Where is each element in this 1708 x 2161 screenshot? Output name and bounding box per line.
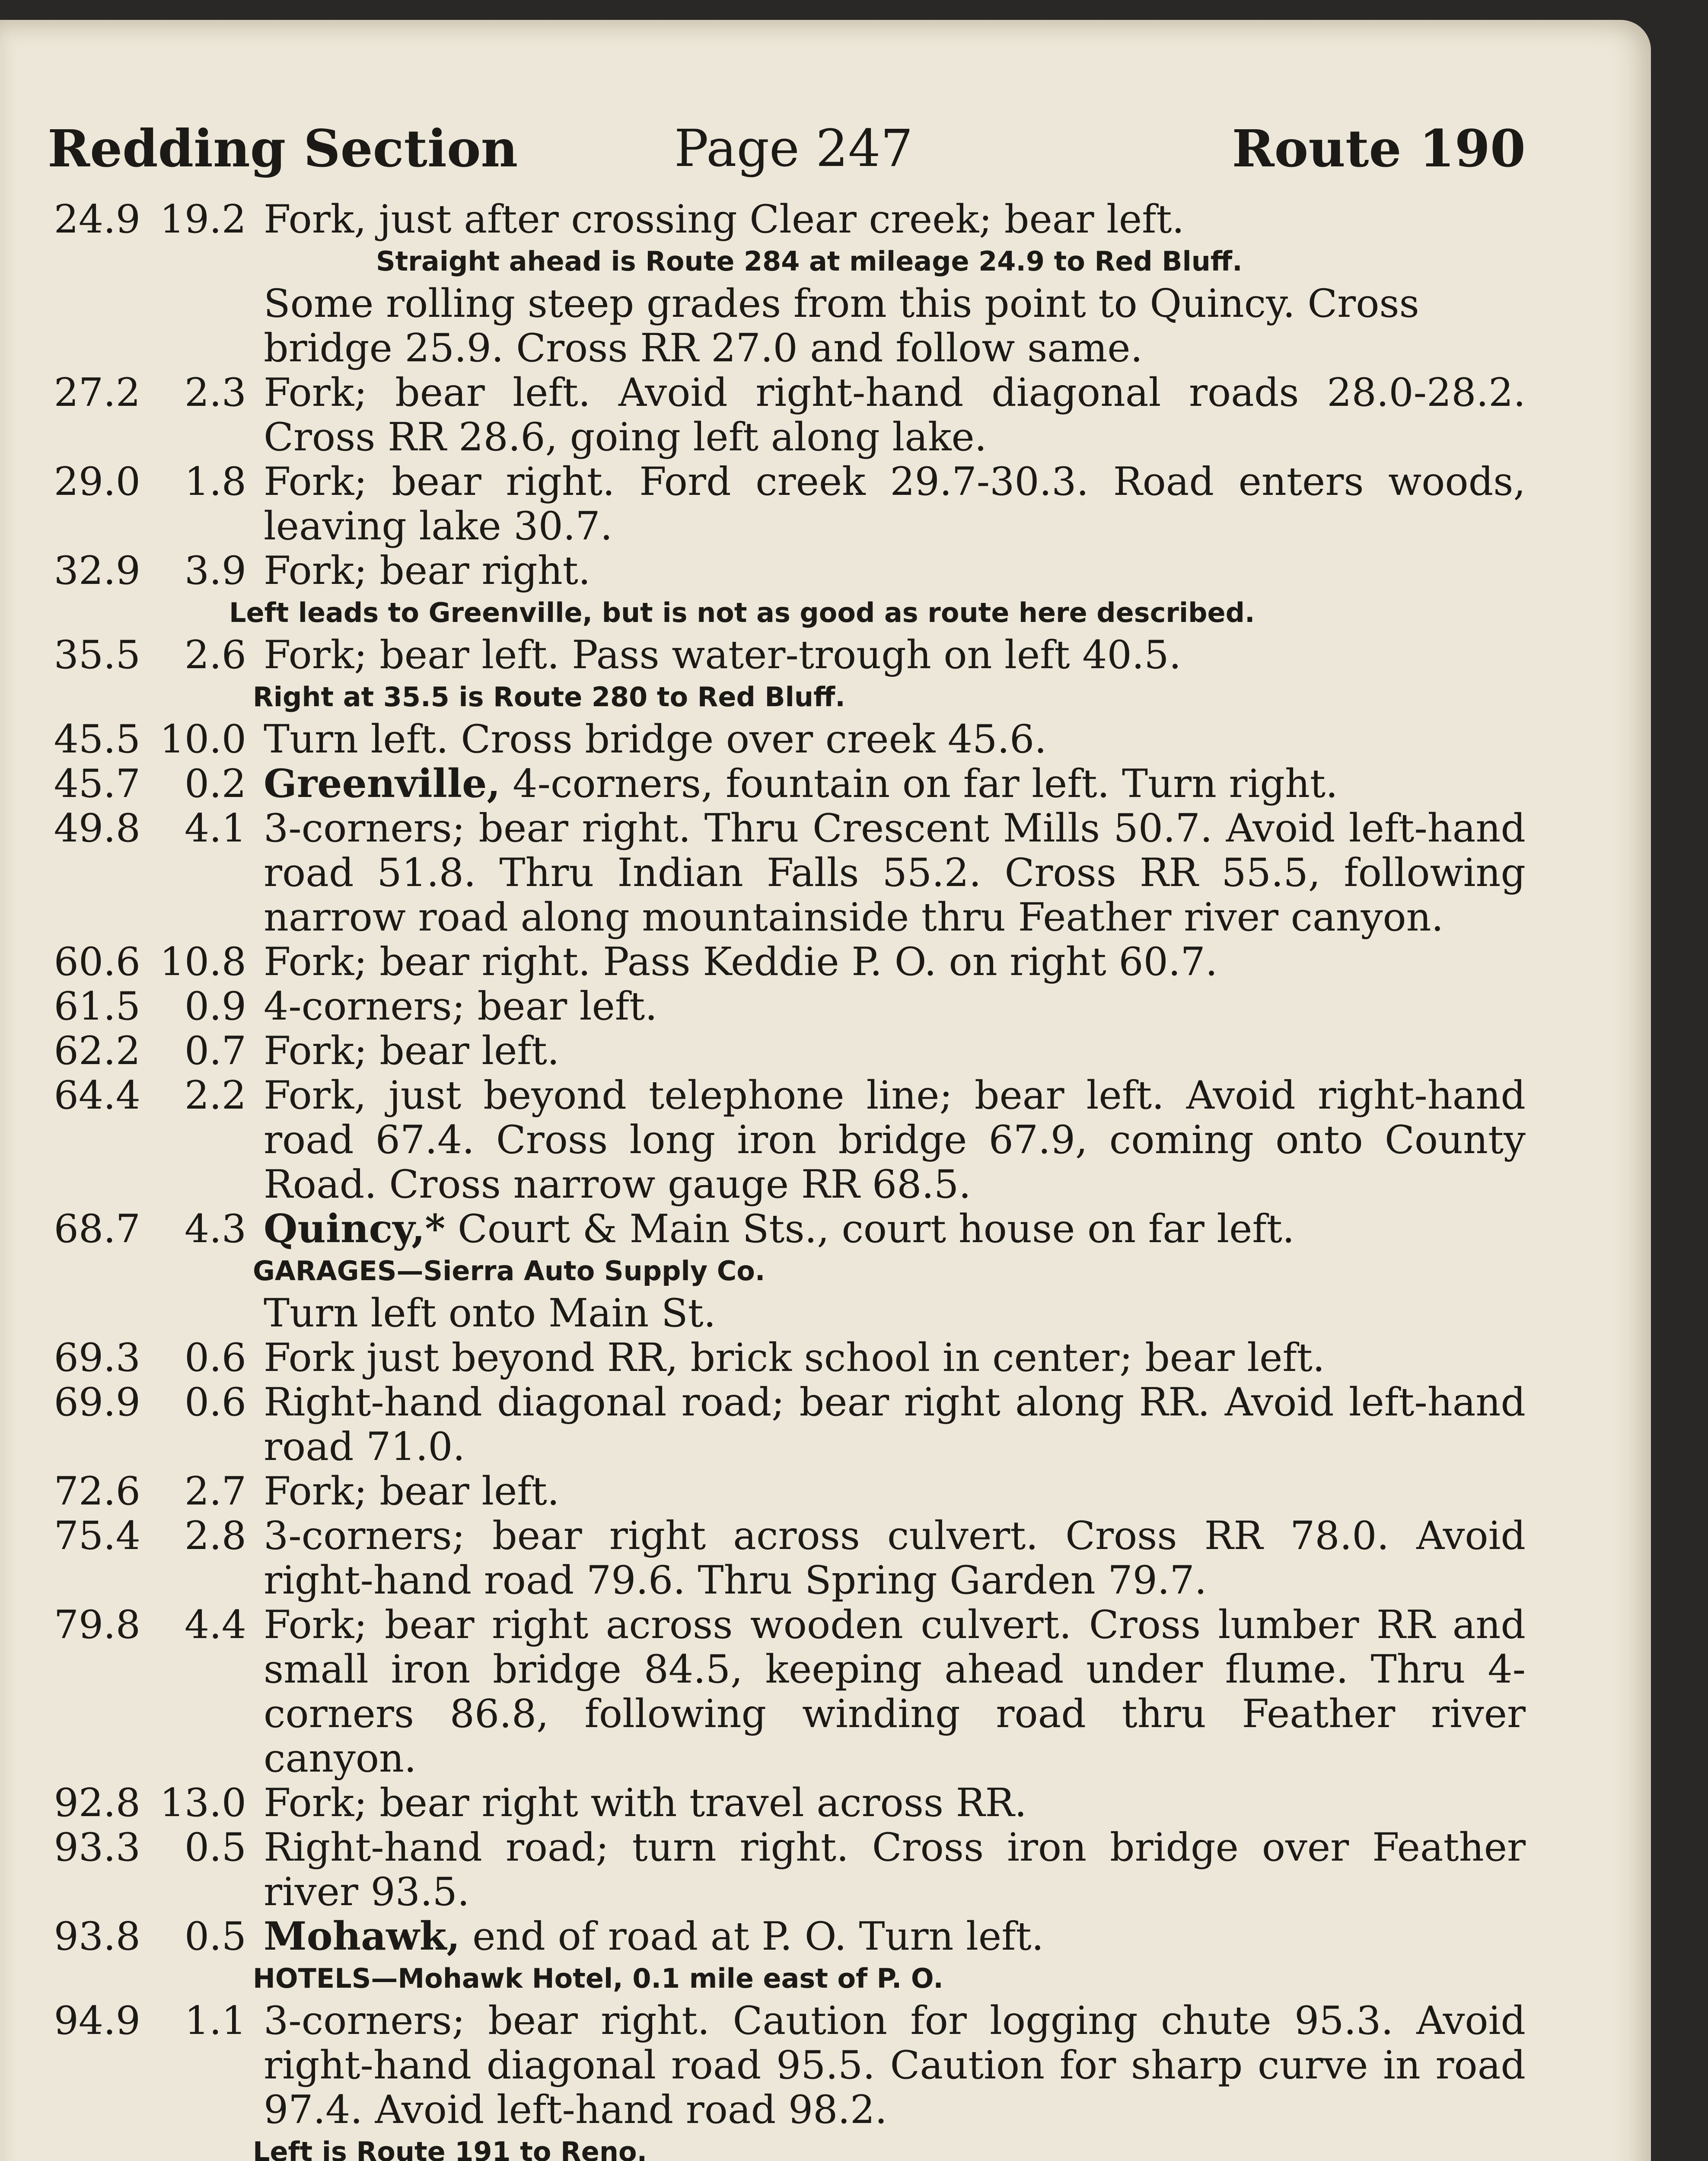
total-mileage: 64.4 bbox=[54, 1073, 140, 1118]
total-mileage: 61.5 bbox=[54, 984, 140, 1029]
interval-mileage: 4.4 bbox=[184, 1602, 246, 1648]
direction-text bbox=[246, 1781, 1526, 1825]
total-mileage: 69.9 bbox=[54, 1380, 140, 1425]
interval-mileage: 2.7 bbox=[184, 1469, 246, 1514]
interval-mileage: 2.8 bbox=[184, 1513, 246, 1559]
route-entry bbox=[48, 1207, 1526, 1251]
interval-mileage: 2.3 bbox=[184, 370, 246, 415]
direction-body: Turn left. Cross bridge over creek 45.6. bbox=[264, 717, 1047, 762]
total-mileage: 29.0 bbox=[54, 459, 140, 504]
direction-body: Fork; bear right. Ford creek 29.7-30.3. Road enters woods, leaving lake 30.7. bbox=[264, 459, 1526, 549]
total-mileage: 32.9 bbox=[54, 548, 140, 593]
direction-text bbox=[246, 1073, 1526, 1207]
total-mileage: 49.8 bbox=[54, 806, 140, 851]
place-name: Greenville, bbox=[264, 761, 500, 806]
route-entry bbox=[48, 1781, 1526, 1825]
direction-body: Fork; bear left. Avoid right-hand diagonal roads 28.0-28.2. Cross RR 28.6, going left along lake. bbox=[264, 370, 1526, 460]
total-mileage: 45.5 bbox=[54, 717, 140, 762]
direction-text bbox=[246, 1469, 1526, 1514]
route-note: Right at 35.5 is Route 280 to Red Bluff. bbox=[253, 681, 845, 713]
route-entry bbox=[48, 459, 1526, 548]
interval-mileage: 0.6 bbox=[184, 1335, 246, 1380]
direction-body: end of road at P. O. Turn left. bbox=[460, 1914, 1044, 1959]
direction-text bbox=[246, 633, 1526, 677]
route-entry bbox=[48, 1514, 1526, 1603]
total-mileage: 24.9 bbox=[54, 197, 140, 242]
direction-body: Court & Main Sts., court house on far left. bbox=[445, 1206, 1295, 1252]
route-entry bbox=[48, 548, 1526, 593]
interval-mileage: 1.8 bbox=[184, 459, 246, 504]
total-mileage: 35.5 bbox=[54, 632, 140, 678]
direction-body: 4-corners, fountain on far left. Turn right. bbox=[500, 761, 1338, 806]
interval-mileage: 13.0 bbox=[159, 1780, 246, 1826]
direction-text bbox=[246, 197, 1526, 242]
interval-mileage: 10.8 bbox=[159, 939, 246, 985]
direction-body: Fork, just after crossing Clear creek; bear left. bbox=[264, 197, 1185, 242]
route-entry bbox=[48, 984, 1526, 1029]
route-note: Left leads to Greenville, but is not as good as route here described. bbox=[229, 597, 1255, 628]
direction-body: Fork; bear left. Pass water-trough on left 40.5. bbox=[264, 632, 1182, 678]
total-mileage: 93.8 bbox=[54, 1914, 140, 1959]
total-mileage: 94.9 bbox=[54, 1998, 140, 2043]
direction-text bbox=[246, 717, 1526, 762]
route-entry bbox=[48, 1914, 1526, 1959]
direction-text bbox=[246, 370, 1526, 459]
route-log bbox=[48, 197, 1526, 2161]
direction-text bbox=[246, 459, 1526, 548]
direction-body: Fork just beyond RR, brick school in center; bear left. bbox=[264, 1335, 1325, 1380]
direction-text bbox=[246, 1029, 1526, 1073]
direction-body: 3-corners; bear right across culvert. Cross RR 78.0. Avoid right-hand road 79.6. Thru Spring Garden 79.7. bbox=[264, 1513, 1526, 1603]
total-mileage: 93.3 bbox=[54, 1825, 140, 1870]
route-entry bbox=[48, 1469, 1526, 1514]
direction-text bbox=[246, 1207, 1526, 1251]
route-note: Left is Route 191 to Reno. bbox=[253, 2136, 647, 2161]
interval-mileage: 19.2 bbox=[159, 197, 246, 242]
interval-mileage: 0.6 bbox=[184, 1380, 246, 1425]
route-continuation: Turn left onto Main St. bbox=[264, 1291, 716, 1336]
route-entry bbox=[48, 197, 1526, 242]
page-header bbox=[48, 118, 1526, 183]
direction-text bbox=[246, 762, 1526, 806]
direction-body: 3-corners; bear right. Thru Crescent Mills 50.7. Avoid left-hand road 51.8. Thru Indian Falls 55.2. Cross RR 55.5, following narrow road along mountainside thru Feather river canyon. bbox=[264, 806, 1526, 940]
route-entry bbox=[48, 940, 1526, 984]
interval-mileage: 0.2 bbox=[184, 761, 246, 806]
direction-text bbox=[246, 940, 1526, 984]
direction-text bbox=[246, 1514, 1526, 1603]
route-entry bbox=[48, 633, 1526, 677]
route-entry bbox=[48, 717, 1526, 762]
total-mileage: 72.6 bbox=[54, 1469, 140, 1514]
interval-mileage: 0.7 bbox=[184, 1028, 246, 1074]
place-name: Mohawk, bbox=[264, 1913, 460, 1959]
direction-text bbox=[246, 1380, 1526, 1469]
direction-text bbox=[246, 548, 1526, 593]
direction-text bbox=[246, 1335, 1526, 1380]
route-entry bbox=[48, 1603, 1526, 1781]
direction-body: 3-corners; bear right. Caution for logging chute 95.3. Avoid right-hand diagonal road 95.5. Caution for sharp curve in road 97.4. Avoid left-hand road 98.2. bbox=[264, 1998, 1526, 2132]
total-mileage: 62.2 bbox=[54, 1028, 140, 1074]
page-number: Page 247 bbox=[674, 118, 913, 178]
direction-body: Right-hand diagonal road; bear right along RR. Avoid left-hand road 71.0. bbox=[264, 1380, 1526, 1469]
direction-body: Fork; bear left. bbox=[264, 1028, 560, 1074]
route-number: Route 190 bbox=[1232, 118, 1526, 178]
interval-mileage: 0.5 bbox=[184, 1825, 246, 1870]
interval-mileage: 10.0 bbox=[159, 717, 246, 762]
direction-body: Fork; bear right. Pass Keddie P. O. on right 60.7. bbox=[264, 939, 1218, 985]
route-entry bbox=[48, 1029, 1526, 1073]
direction-text bbox=[246, 984, 1526, 1029]
interval-mileage: 1.1 bbox=[184, 1998, 246, 2043]
total-mileage: 79.8 bbox=[54, 1602, 140, 1648]
total-mileage: 27.2 bbox=[54, 370, 140, 415]
route-entry bbox=[48, 1073, 1526, 1207]
book-page bbox=[0, 20, 1651, 2161]
route-entry bbox=[48, 1335, 1526, 1380]
direction-body: Fork; bear left. bbox=[264, 1469, 560, 1514]
direction-text bbox=[246, 806, 1526, 940]
interval-mileage: 4.3 bbox=[184, 1206, 246, 1252]
direction-body: Right-hand road; turn right. Cross iron bridge over Feather river 93.5. bbox=[264, 1825, 1526, 1915]
route-continuation: Some rolling steep grades from this point to Quincy. Cross bridge 25.9. Cross RR 27.0 and follow same. bbox=[264, 281, 1419, 371]
route-entry bbox=[48, 806, 1526, 940]
interval-mileage: 3.9 bbox=[184, 548, 246, 593]
total-mileage: 68.7 bbox=[54, 1206, 140, 1252]
direction-body: Fork; bear right. bbox=[264, 548, 591, 593]
route-note: HOTELS—Mohawk Hotel, 0.1 mile east of P. O. bbox=[253, 1963, 943, 1994]
section-title: Redding Section bbox=[48, 118, 518, 178]
route-entry bbox=[48, 762, 1526, 806]
total-mileage: 75.4 bbox=[54, 1513, 140, 1559]
route-entry bbox=[48, 370, 1526, 459]
total-mileage: 69.3 bbox=[54, 1335, 140, 1380]
total-mileage: 45.7 bbox=[54, 761, 140, 806]
interval-mileage: 2.6 bbox=[184, 632, 246, 678]
interval-mileage: 0.9 bbox=[184, 984, 246, 1029]
direction-body: 4-corners; bear left. bbox=[264, 984, 657, 1029]
route-entry bbox=[48, 1998, 1526, 2132]
route-entry bbox=[48, 1380, 1526, 1469]
direction-text bbox=[246, 1825, 1526, 1914]
total-mileage: 92.8 bbox=[54, 1780, 140, 1826]
direction-body: Fork; bear right across wooden culvert. Cross lumber RR and small iron bridge 84.5, keeping ahead under flume. Thru 4-corners 86.8, following winding road thru Feather river canyon. bbox=[264, 1602, 1526, 1781]
interval-mileage: 0.5 bbox=[184, 1914, 246, 1959]
total-mileage: 60.6 bbox=[54, 939, 140, 985]
route-note: Straight ahead is Route 284 at mileage 24.9 to Red Bluff. bbox=[376, 245, 1243, 277]
direction-text bbox=[246, 1998, 1526, 2132]
direction-body: Fork; bear right with travel across RR. bbox=[264, 1780, 1027, 1826]
place-name: Quincy,* bbox=[264, 1206, 446, 1252]
direction-text bbox=[246, 1914, 1526, 1959]
interval-mileage: 2.2 bbox=[184, 1073, 246, 1118]
route-note: GARAGES—Sierra Auto Supply Co. bbox=[253, 1255, 765, 1287]
direction-body: Fork, just beyond telephone line; bear left. Avoid right-hand road 67.4. Cross long iron bridge 67.9, coming onto County Road. Cross narrow gauge RR 68.5. bbox=[264, 1073, 1526, 1207]
direction-text bbox=[246, 1603, 1526, 1781]
route-entry bbox=[48, 1825, 1526, 1914]
interval-mileage: 4.1 bbox=[184, 806, 246, 851]
